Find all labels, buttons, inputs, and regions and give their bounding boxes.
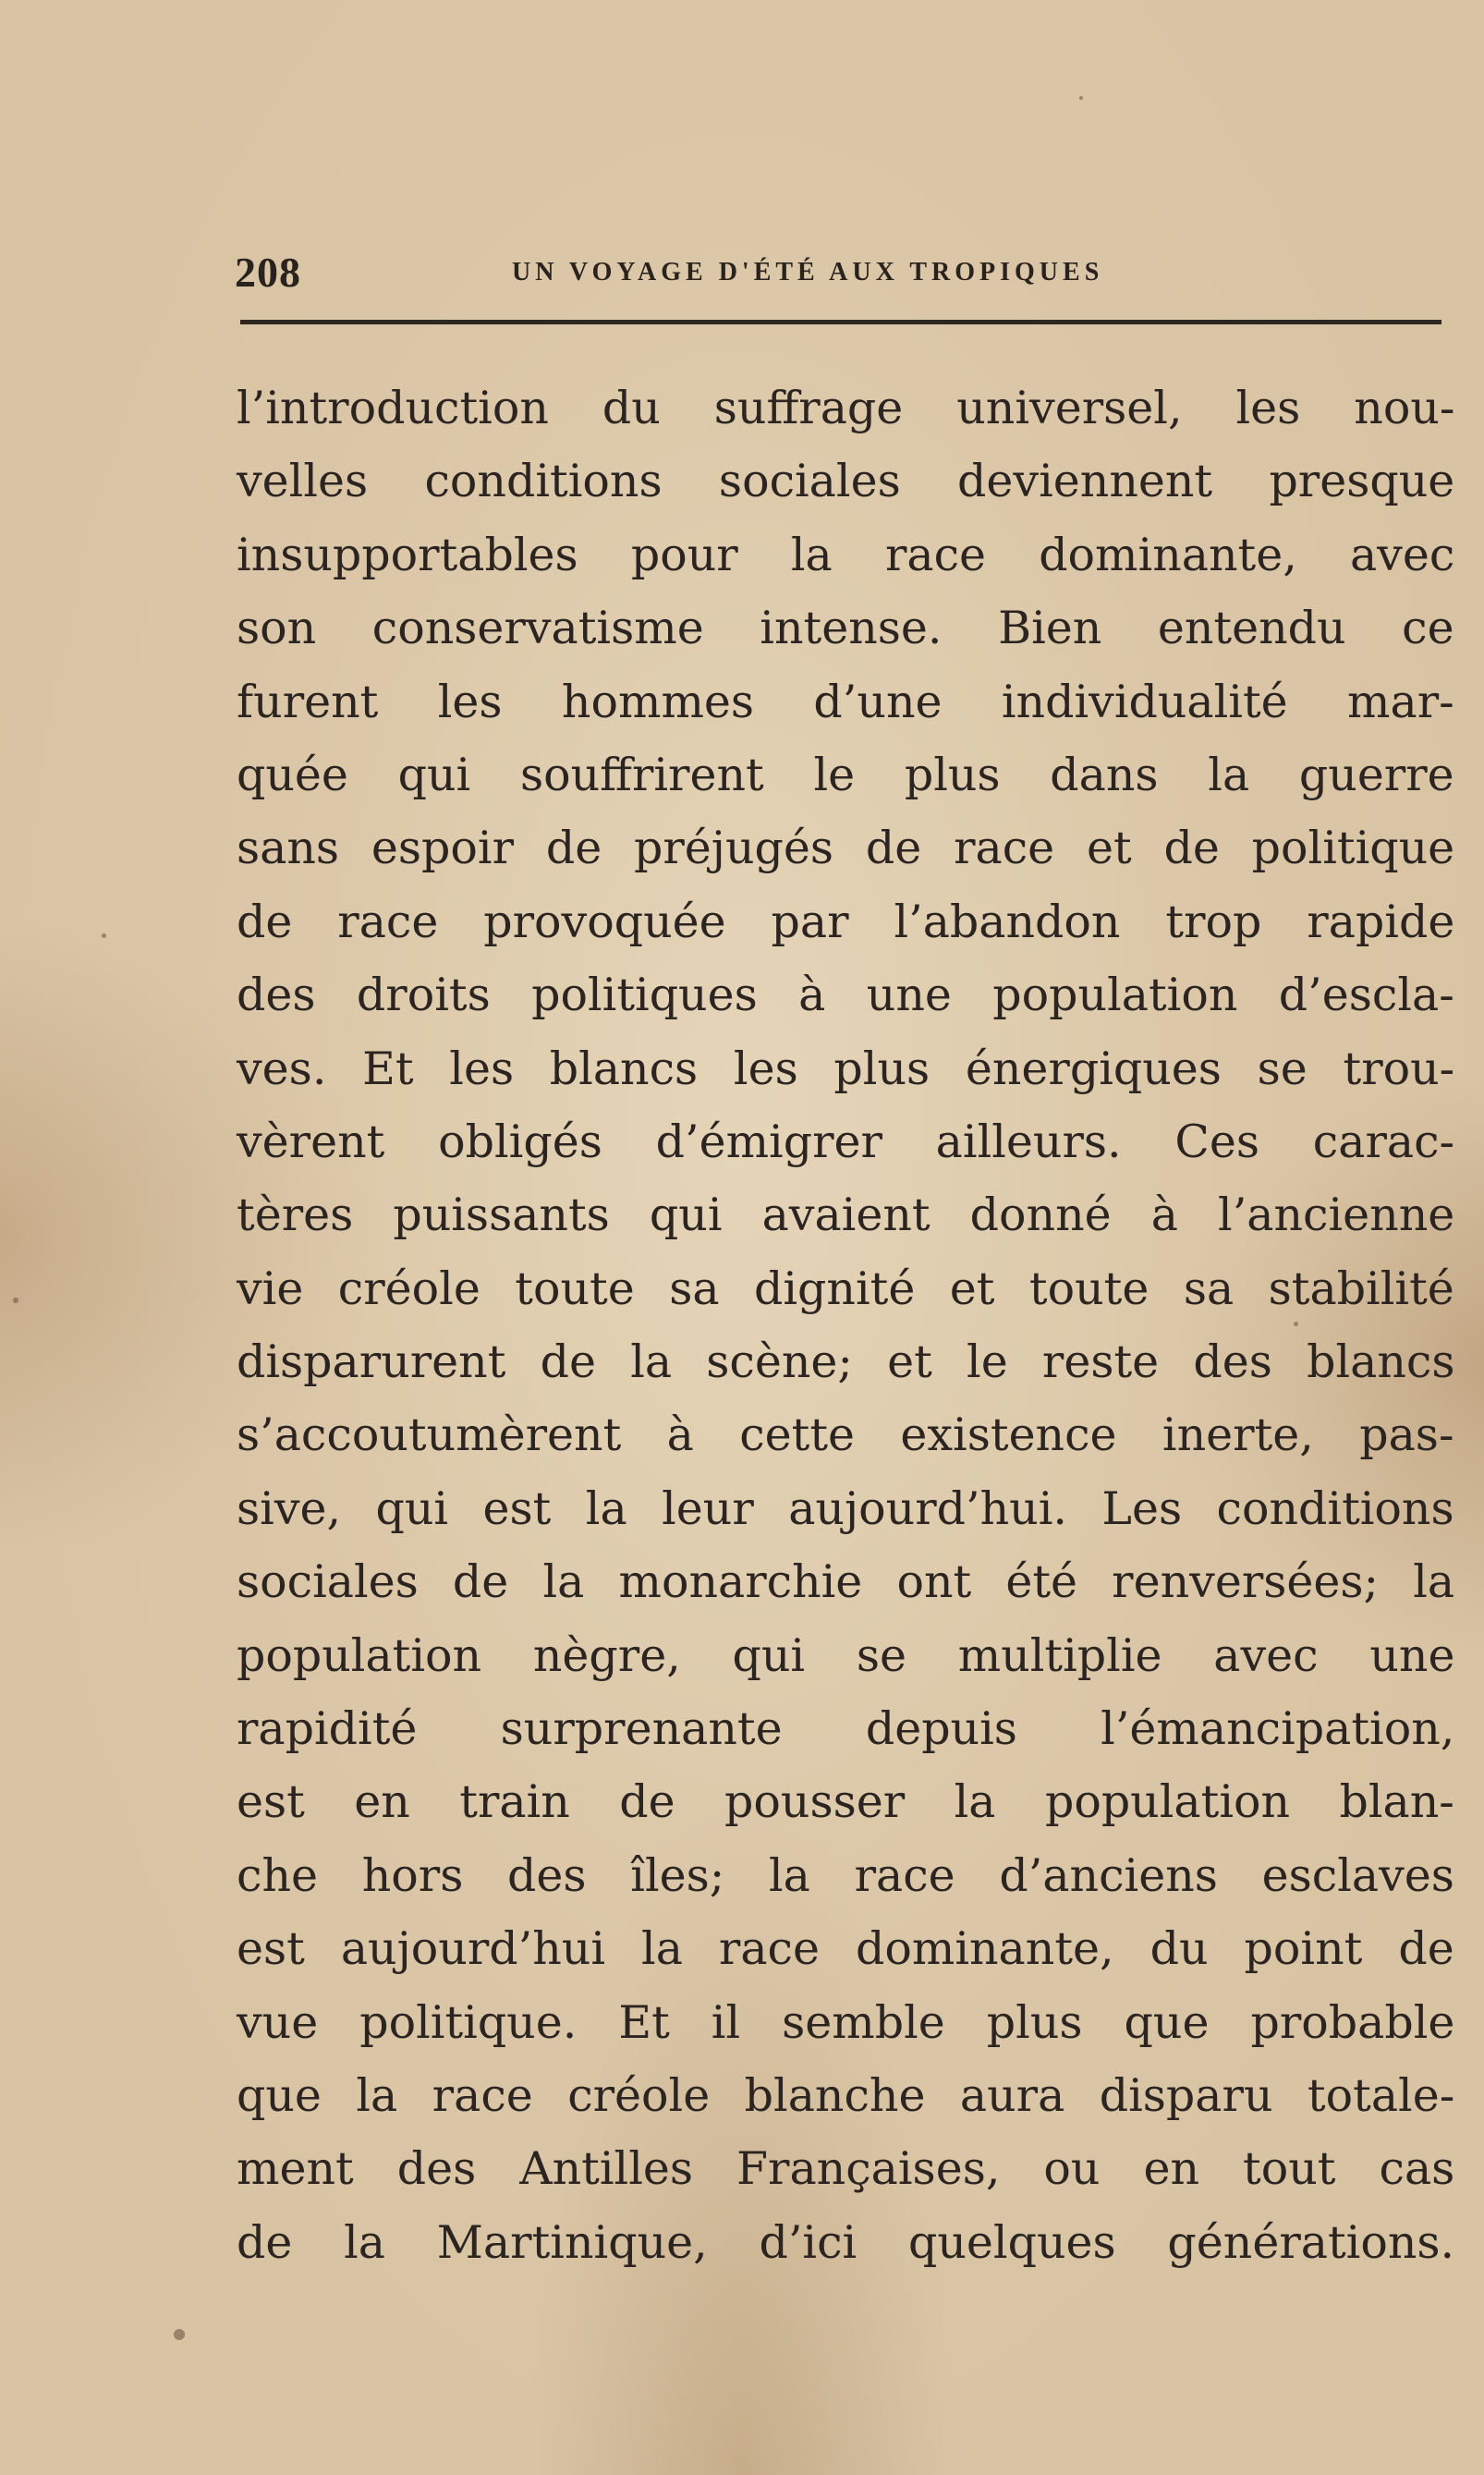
header-rule — [240, 320, 1441, 324]
running-head — [235, 248, 1445, 303]
paper-speck — [174, 2329, 185, 2340]
text-line: vèrent obligés d’émigrer ailleurs. Ces carac- — [237, 1115, 1455, 1168]
text-line: des droits politiques à une population d’escla- — [237, 969, 1454, 1022]
text-line: s’accoutumèrent à cette existence inerte, pas- — [237, 1408, 1454, 1462]
paper-speck — [13, 1298, 18, 1303]
text-line: vie créole toute sa dignité et toute sa stabilité — [237, 1262, 1454, 1315]
text-line: quée qui souffrirent le plus dans la guerre — [237, 748, 1454, 801]
text-line: est en train de pousser la population blan- — [237, 1775, 1454, 1829]
text-line: que la race créole blanche aura disparu totale- — [237, 2068, 1455, 2122]
paper-speck — [1079, 96, 1083, 100]
text-line: insupportables pour la race dominante, avec — [237, 528, 1455, 581]
text-line: son conservatisme intense. Bien entendu ce — [237, 602, 1454, 655]
text-line: che hors des îles; la race d’anciens esclaves — [237, 1848, 1454, 1902]
text-line: ment des Antilles Françaises, ou en tout cas — [237, 2142, 1455, 2196]
text-line: sans espoir de préjugés de race et de politique — [237, 822, 1455, 875]
body-text — [237, 372, 1454, 2279]
text-line: population nègre, qui se multiplie avec une — [237, 1628, 1455, 1682]
text-line: disparurent de la scène; et le reste des blancs — [237, 1335, 1455, 1389]
text-line: sive, qui est la leur aujourd’hui. Les conditions — [237, 1481, 1454, 1535]
paper-speck — [1294, 1322, 1298, 1326]
text-line: de race provoquée par l’abandon trop rapide — [237, 895, 1455, 948]
text-line: vue politique. Et il semble plus que probable — [237, 1995, 1455, 2049]
text-line: de la Martinique, d’ici quelques générations. — [237, 2215, 1455, 2269]
text-line: rapidité surprenante depuis l’émancipation, — [237, 1702, 1455, 1756]
text-line: sociales de la monarchie ont été renversées; la — [237, 1555, 1455, 1609]
text-line: tères puissants qui avaient donné à l’ancienne — [237, 1189, 1455, 1242]
text-line: est aujourd’hui la race dominante, du point de — [237, 1922, 1454, 1976]
text-line: ves. Et les blancs les plus énergiques se trou- — [237, 1042, 1455, 1095]
text-line: furent les hommes d’une individualité mar- — [237, 675, 1454, 728]
page-number: 208 — [235, 249, 301, 296]
text-line: l’introduction du suffrage universel, les nou- — [237, 382, 1455, 434]
running-title: UN VOYAGE D'ÉTÉ AUX TROPIQUES — [512, 258, 1104, 287]
paper-speck — [102, 933, 106, 938]
text-line: velles conditions sociales deviennent presque — [237, 455, 1455, 508]
